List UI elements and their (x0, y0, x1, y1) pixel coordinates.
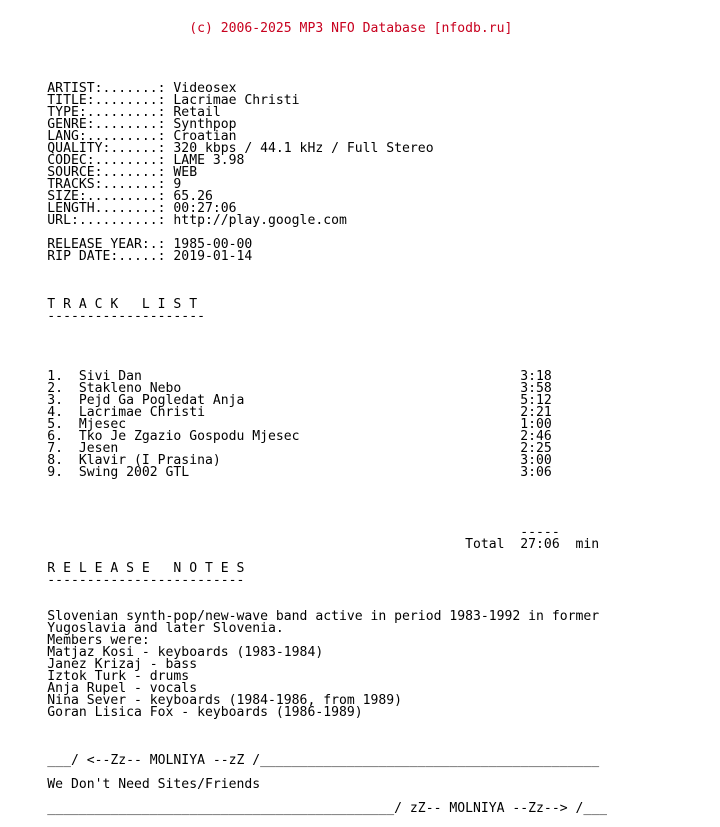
nfo-body (0, 59, 720, 815)
nfo-line: Members were: (0, 633, 150, 648)
nfo-line: We Don't Need Sites/Friends (0, 777, 261, 792)
nfo-line: 6. Tko Je Zgazio Gospodu Mjesec 2:46 (0, 429, 552, 444)
nfo-line: 5. Mjesec 1:00 (0, 417, 552, 432)
nfo-line: TYPE:.........: Retail (0, 105, 221, 120)
nfo-line (0, 347, 720, 359)
nfo-line: RELEASE YEAR:.: 1985-00-00 (0, 237, 253, 252)
nfo-line: Matjaz Kosi - keyboards (1983-1984) (0, 645, 324, 660)
nfo-line (0, 731, 720, 743)
nfo-line: R E L E A S E N O T E S (0, 561, 245, 576)
nfo-line: Goran Lisica Fox - keyboards (1986-1989) (0, 705, 363, 720)
nfo-line (0, 59, 720, 71)
nfo-line: T R A C K L I S T (0, 297, 198, 312)
nfo-line: -------------------- (0, 309, 205, 324)
nfo-line: 8. Klavir (I Prasina) 3:00 (0, 453, 552, 468)
nfo-line: ARTIST:.......: Videosex (0, 81, 237, 96)
nfo-line: RIP DATE:.....: 2019-01-14 (0, 249, 253, 264)
nfo-line: Iztok Turk - drums (0, 669, 190, 684)
nfo-line: Total 27:06 min (0, 537, 600, 552)
nfo-line: Yugoslavia and later Slovenia. (0, 621, 284, 636)
nfo-line: QUALITY:......: 320 kbps / 44.1 kHz / Full Stereo (0, 141, 434, 156)
nfo-line: 2. Stakleno Nebo 3:58 (0, 381, 552, 396)
nfo-line: ____________________________________________/ zZ-- MOLNIYA --Zz--> /___ (0, 801, 607, 816)
nfo-line: 4. Lacrimae Christi 2:21 (0, 405, 552, 420)
nfo-line (0, 719, 720, 731)
nfo-line: SIZE:.........: 65.26 (0, 189, 213, 204)
nfo-line (0, 275, 720, 287)
nfo-line (0, 767, 720, 779)
nfo-line: Slovenian synth-pop/new-wave band active in period 1983-1992 in former (0, 609, 600, 624)
nfo-line: 1. Sivi Dan 3:18 (0, 369, 552, 384)
nfo-line: ___/ <--Zz-- MOLNIYA --zZ /___________________________________________ (0, 753, 600, 768)
nfo-line: Anja Rupel - vocals (0, 681, 198, 696)
nfo-line: 3. Pejd Ga Pogledat Anja 5:12 (0, 393, 552, 408)
nfo-line (0, 479, 720, 491)
nfo-line: Janez Krizaj - bass (0, 657, 198, 672)
nfo-line: TITLE:........: Lacrimae Christi (0, 93, 300, 108)
nfo-line: URL:..........: http://play.google.com (0, 213, 347, 228)
copyright-header: (c) 2006-2025 MP3 NFO Database [nfodb.ru] (0, 21, 513, 36)
nfo-line (0, 491, 720, 503)
nfo-line (0, 587, 720, 599)
nfo-line: GENRE:........: Synthpop (0, 117, 237, 132)
nfo-line: CODEC:........: LAME 3.98 (0, 153, 245, 168)
nfo-line: LENGTH........: 00:27:06 (0, 201, 237, 216)
nfo-line: ------------------------- (0, 573, 245, 588)
nfo-line: ----- (0, 525, 560, 540)
nfo-line (0, 503, 720, 515)
nfo-line (0, 335, 720, 347)
nfo-line (0, 791, 720, 803)
nfo-line (0, 323, 720, 335)
nfo-line: 7. Jesen 2:25 (0, 441, 552, 456)
nfo-line: Nina Sever - keyboards (1984-1986, from 1989) (0, 693, 403, 708)
nfo-line (0, 263, 720, 275)
nfo-line: LANG:.........: Croatian (0, 129, 237, 144)
nfo-line: SOURCE:.......: WEB (0, 165, 198, 180)
nfo-line: 9. Swing 2002 GTL 3:06 (0, 465, 552, 480)
nfo-line: TRACKS:.......: 9 (0, 177, 182, 192)
